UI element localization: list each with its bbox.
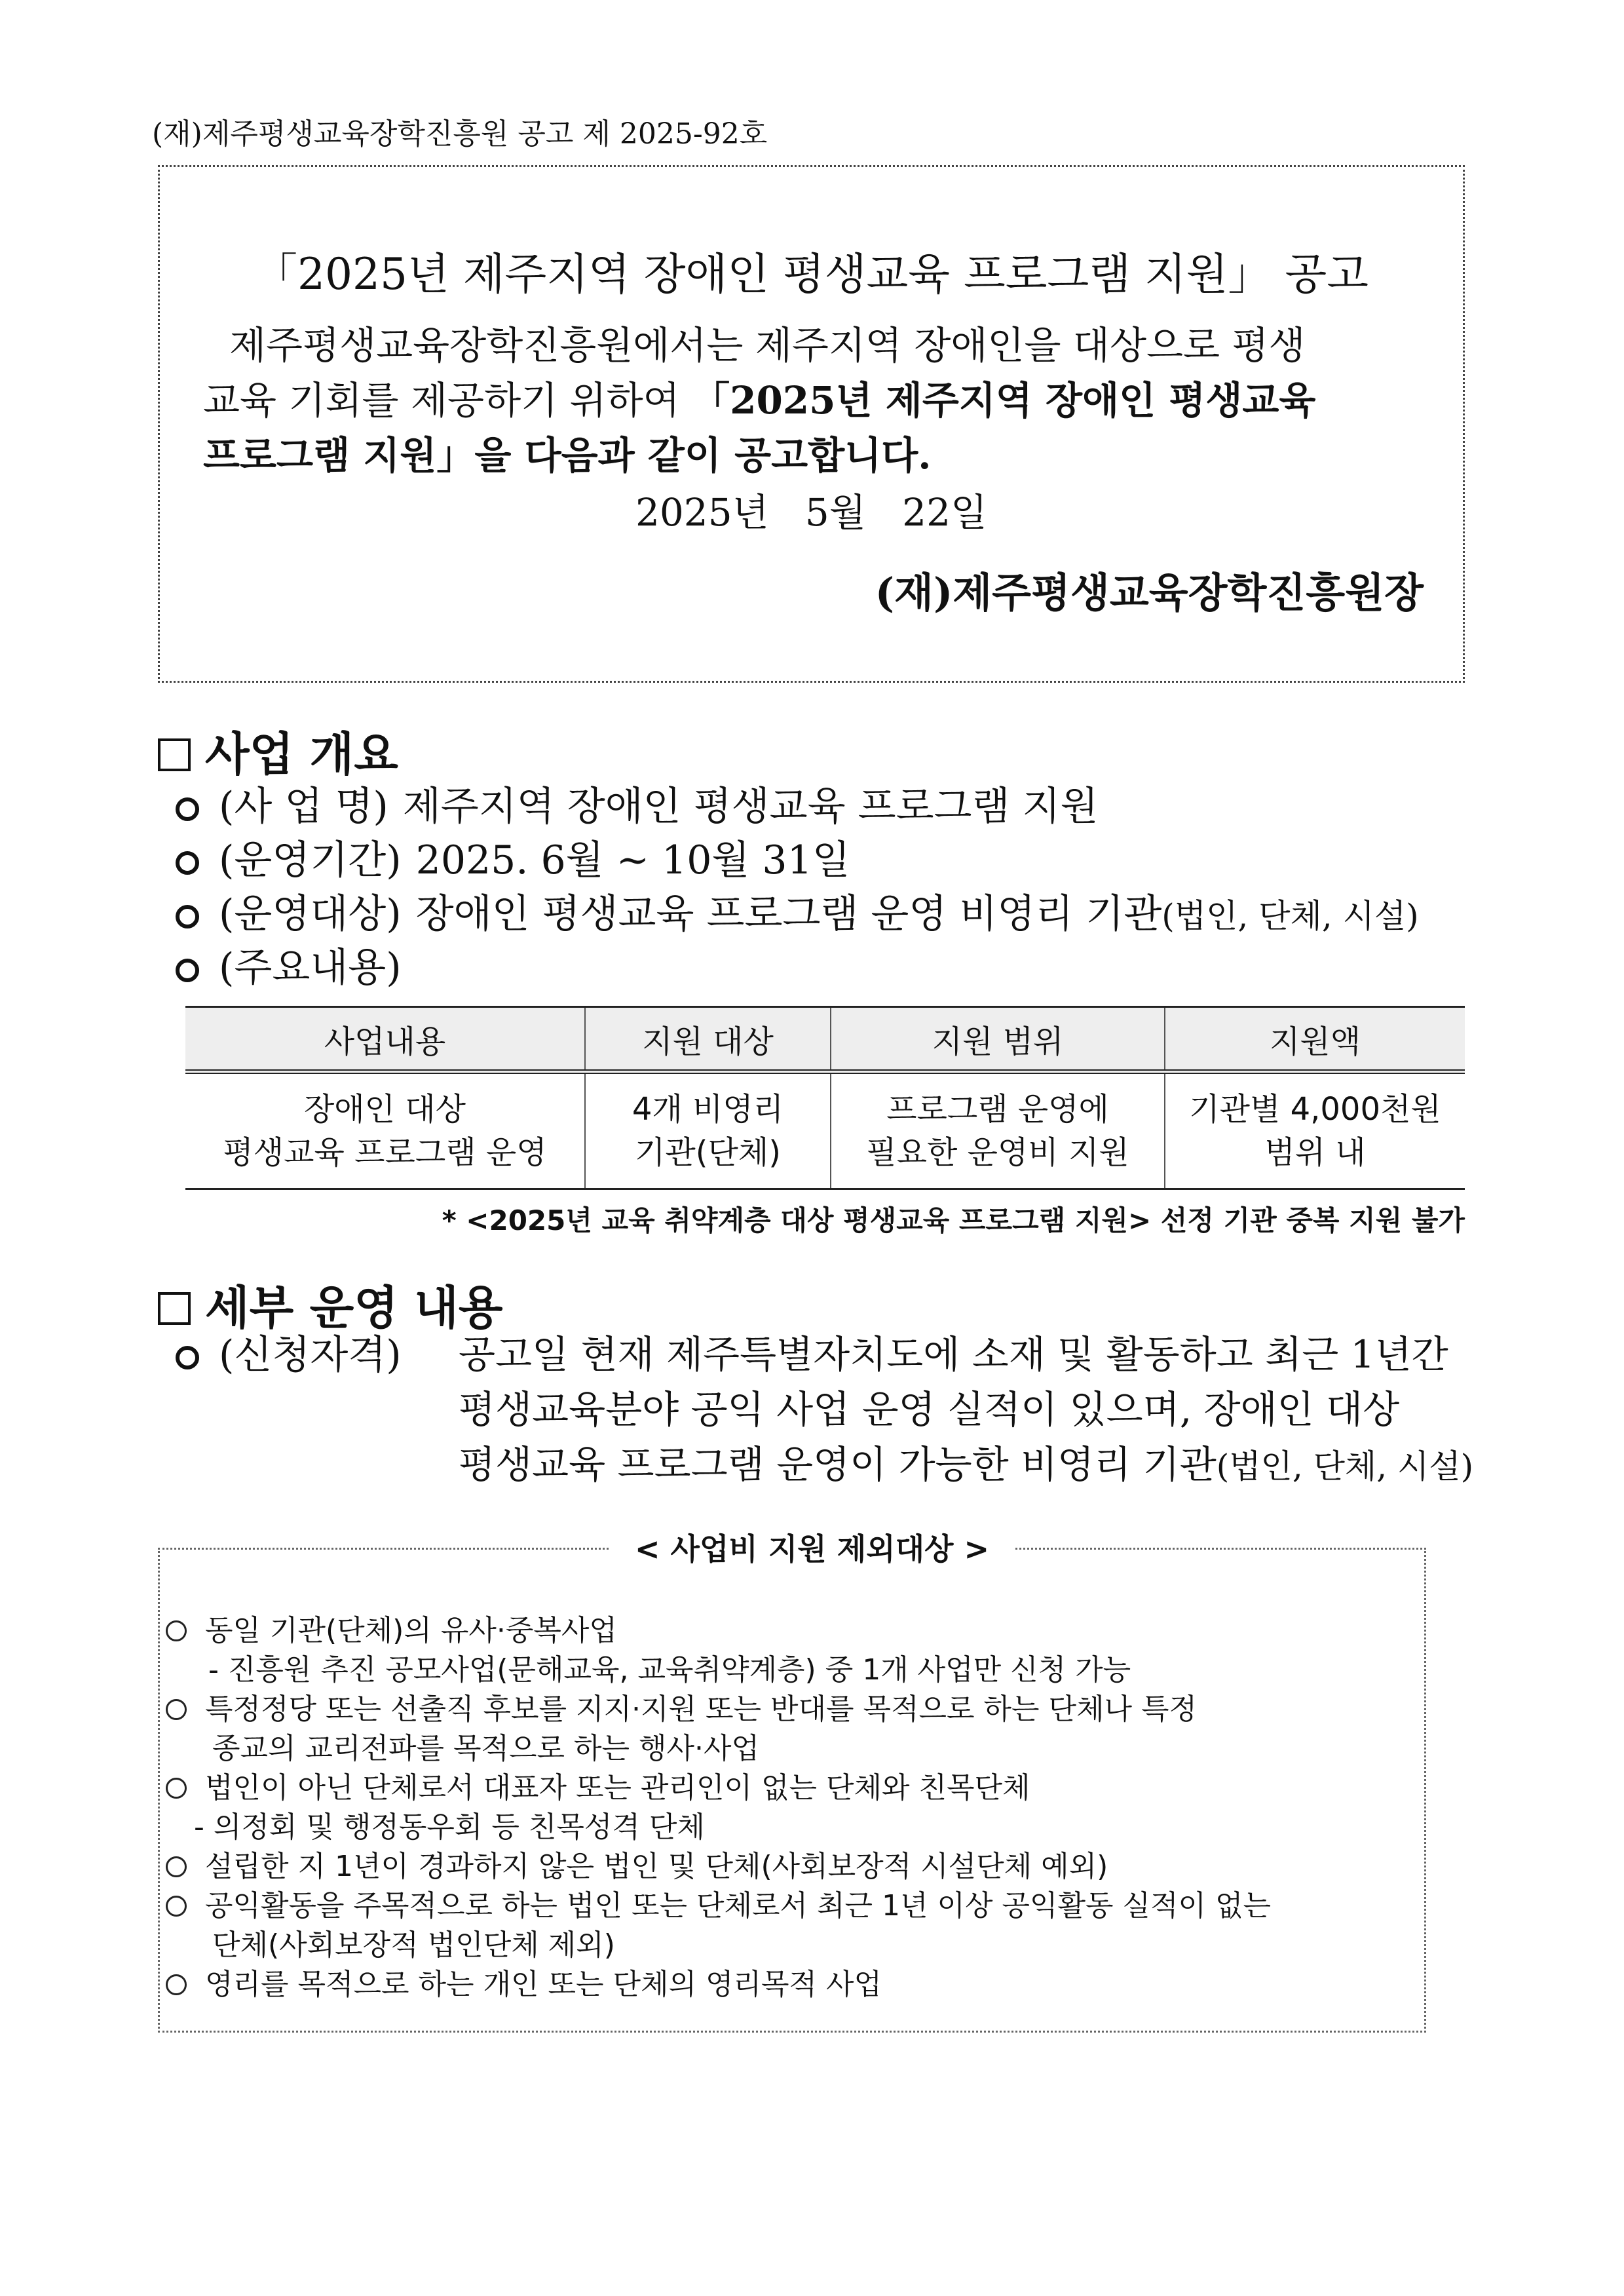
item-key: (사 업 명) — [219, 784, 388, 830]
exclusion-text: 법인이 아닌 단체로서 대표자 또는 관리인이 없는 단체와 친목단체 — [205, 1771, 1030, 1805]
exclusion-subitem: 종교의 교리전파를 목적으로 하는 행사·사업 — [212, 1732, 760, 1765]
circle-bullet-icon — [176, 1346, 199, 1369]
item-value-small: (법인, 단체, 시설) — [1161, 897, 1419, 935]
exclusion-item — [166, 1685, 1197, 1727]
cell-line: 4개 비영리 — [632, 1091, 784, 1128]
qualification-line: 평생교육분야 공익 사업 운영 실적이 있으며, 장애인 대상 — [459, 1387, 1400, 1432]
table-note: * <2025년 교육 취약계층 대상 평생교육 프로그램 지원> 선정 기관 중복 지원 불가 — [442, 1204, 1465, 1236]
circle-bullet-icon — [176, 959, 199, 982]
cell-line: 기관별 4,000천원 — [1189, 1091, 1441, 1128]
table-header-row — [185, 1007, 1465, 1072]
circle-bullet-icon — [166, 1778, 187, 1799]
table-cell — [1165, 1072, 1465, 1189]
cell-line: 평생교육 프로그램 운영 — [223, 1134, 547, 1171]
circle-bullet-icon — [166, 1620, 187, 1641]
qualification-line: 공고일 현재 제주특별자치도에 소재 및 활동하고 최근 1년간 — [459, 1332, 1448, 1377]
exclusion-title — [0, 1525, 1624, 1569]
notice-number: (재)제주평생교육장학진흥원 공고 제 2025-92호 — [152, 117, 768, 151]
circle-bullet-icon — [166, 1699, 187, 1720]
section-overview-title — [158, 718, 398, 784]
announcement-body-line1: 제주평생교육장학진흥원에서는 제주지역 장애인을 대상으로 평생 — [229, 323, 1306, 368]
exclusion-text: 설립한 지 1년이 경과하지 않은 법인 및 단체(사회보장적 시설단체 예외) — [205, 1850, 1108, 1883]
circle-bullet-icon — [176, 851, 199, 875]
announcement-date: 2025년 5월 22일 — [635, 490, 987, 535]
exclusion-text: 특정정당 또는 선출직 후보를 지지·지원 또는 반대를 목적으로 하는 단체나 특정 — [205, 1693, 1197, 1726]
exclusion-item — [166, 1961, 882, 2002]
overview-item-name — [176, 775, 1098, 832]
cell-line: 프로그램 운영에 — [886, 1091, 1109, 1128]
section-details-title-text: 세부 운영 내용 — [205, 1281, 503, 1335]
table-header: 사업내용 — [185, 1007, 585, 1072]
table-cell — [185, 1072, 585, 1189]
exclusion-item — [166, 1843, 1108, 1885]
announcement-body — [203, 318, 1424, 483]
circle-bullet-icon — [176, 905, 199, 928]
qualification-item — [176, 1324, 416, 1380]
announcement-body-line2-bold: 「2025년 제주지역 장애인 평생교육 — [692, 378, 1316, 423]
item-value: 장애인 평생교육 프로그램 운영 비영리 기관 — [415, 891, 1162, 937]
item-key: (신청자격) — [219, 1332, 402, 1378]
table-cell — [585, 1072, 831, 1189]
cell-line: 필요한 운영비 지원 — [866, 1134, 1129, 1171]
announcement-box — [158, 165, 1465, 683]
item-key: (운영대상) — [219, 891, 402, 937]
circle-bullet-icon — [166, 1896, 187, 1917]
item-key: (주요내용) — [219, 945, 402, 991]
exclusion-subitem: - 진흥원 추진 공모사업(문해교육, 교육취약계층) 중 1개 사업만 신청 가능 — [208, 1653, 1131, 1687]
circle-bullet-icon — [166, 1856, 187, 1877]
circle-bullet-icon — [166, 1974, 187, 1995]
qualification-line — [459, 1434, 1473, 1489]
qualification-line3-small: (법인, 단체, 시설) — [1216, 1447, 1474, 1485]
exclusion-text: 동일 기관(단체)의 유사·중복사업 — [205, 1614, 617, 1647]
announcement-body-line2: 교육 기회를 제공하기 위하여 — [203, 378, 692, 423]
table-header: 지원 범위 — [831, 1007, 1165, 1072]
table-cell — [831, 1072, 1165, 1189]
exclusion-item — [166, 1764, 1030, 1806]
exclusion-text: 영리를 목적으로 하는 개인 또는 단체의 영리목적 사업 — [205, 1968, 882, 2001]
circle-bullet-icon — [176, 797, 199, 821]
overview-item-period — [176, 829, 850, 885]
item-key: (운영기간) — [219, 837, 402, 883]
table-header: 지원액 — [1165, 1007, 1465, 1072]
checkbox-square-icon — [158, 1292, 191, 1325]
table-row — [185, 1072, 1465, 1189]
overview-item-target — [176, 883, 1419, 939]
cell-line: 범위 내 — [1264, 1134, 1366, 1171]
exclusion-subitem: - 의정회 및 행정동우회 등 친목성격 단체 — [194, 1810, 705, 1844]
overview-item-content — [176, 936, 416, 993]
exclusion-subitem: 단체(사회보장적 법인단체 제외) — [212, 1928, 615, 1962]
cell-line: 기관(단체) — [635, 1134, 781, 1171]
cell-line: 장애인 대상 — [303, 1091, 466, 1128]
exclusion-item — [166, 1607, 617, 1649]
exclusion-text: 공익활동을 주목적으로 하는 법인 또는 단체로서 최근 1년 이상 공익활동 실적이 없는 — [205, 1889, 1271, 1923]
table-header: 지원 대상 — [585, 1007, 831, 1072]
section-overview-title-text: 사업 개요 — [205, 727, 398, 781]
content-table — [185, 1006, 1465, 1190]
announcement-organization: (재)제주평생교육장학진흥원장 — [875, 569, 1424, 617]
item-value: 제주지역 장애인 평생교육 프로그램 지원 — [402, 784, 1099, 830]
exclusion-title-text: < 사업비 지원 제외대상 > — [609, 1531, 1015, 1567]
checkbox-square-icon — [158, 738, 191, 771]
exclusion-item — [166, 1882, 1271, 1924]
announcement-title: 「2025년 제주지역 장애인 평생교육 프로그램 지원」 공고 — [254, 249, 1369, 299]
item-value: 2025. 6월 ~ 10월 31일 — [415, 837, 850, 883]
qualification-line3: 평생교육 프로그램 운영이 가능한 비영리 기관 — [459, 1442, 1217, 1487]
announcement-body-line3: 프로그램 지원」을 다음과 같이 공고합니다. — [203, 433, 932, 478]
